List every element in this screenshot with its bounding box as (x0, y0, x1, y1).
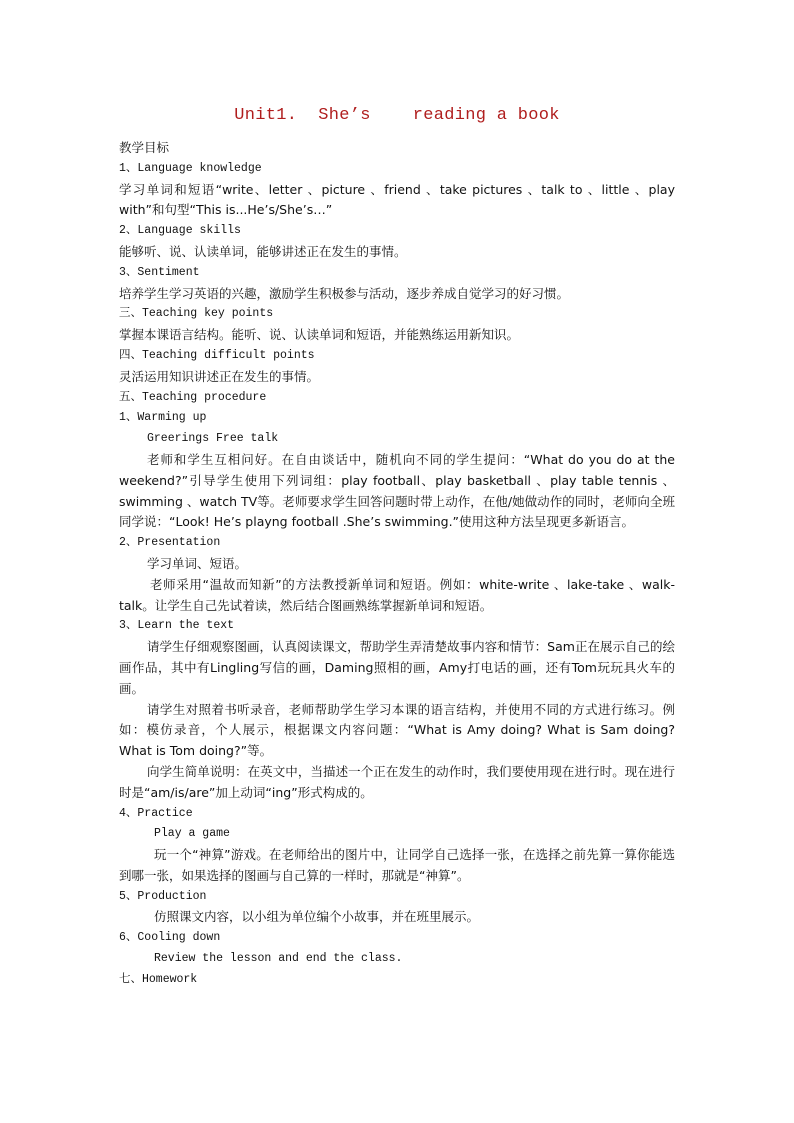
paragraph: 掌握本课语言结构。能听、说、认读单词和短语，并能熟练运用新知识。 (119, 327, 520, 343)
subsection-note: Greerings Free talk (147, 432, 279, 446)
subsection-heading: 3、Learn the text (119, 619, 235, 633)
section-heading: 3、Sentiment (119, 265, 200, 279)
objectives-heading: 教学目标 (119, 140, 170, 155)
paragraph: 玩一个“神算”游戏。在老师给出的图片中，让同学自己选择一张，在选择之前先算一算你能选到哪一张，如果选择的图画与自己算的一样时，那就是“神算”。 (119, 847, 675, 883)
section-heading: 四、Teaching difficult points (119, 348, 315, 362)
paragraph: 学习单词和短语“write、letter 、picture 、friend 、take pictures 、talk to 、little 、play with”和句型“This is...He’s/She’s…” (119, 181, 675, 218)
paragraph: 能够听、说、认读单词，能够讲述正在发生的事情。 (119, 243, 407, 259)
subsection-note: 学习单词、短语。 (147, 555, 248, 571)
paragraph: 老师采用“温故而知新”的方法教授新单词和短语。例如：white-write 、lake-take 、walk-talk。让学生自己先试着读，然后结合图画熟练掌握新单词和短语。 (119, 576, 675, 613)
section-heading: 1、Language knowledge (119, 161, 262, 175)
subsection-heading: 4、Practice (119, 806, 193, 820)
paragraph: 仿照课文内容，以小组为单位编个小故事，并在班里展示。 (154, 909, 480, 925)
paragraph: 培养学生学习英语的兴趣，激励学生积极参与活动，逐步养成自觉学习的好习惯。 (119, 285, 570, 301)
paragraph: Review the lesson and end the class. (154, 952, 403, 966)
section-heading: 五、Teaching procedure (119, 390, 267, 404)
paragraph: 向学生简单说明：在英文中，当描述一个正在发生的动作时，我们要使用现在进行时。现在进行时是“am/is/are”加上动词“ing”形式构成的。 (119, 763, 675, 800)
paragraph: 请学生对照着书听录音，老师帮助学生学习本课的语言结构，并使用不同的方式进行练习。例如：模仿录音，个人展示，根据课文内容问题：“What is Amy doing? What is Sam doing? What is Tom doing?”等。 (119, 701, 675, 759)
subsection-note: Play a game (154, 827, 230, 841)
document-body (119, 138, 675, 991)
subsection-heading: 2、Presentation (119, 536, 221, 550)
paragraph: 灵活运用知识讲述正在发生的事情。 (119, 368, 320, 384)
section-heading: 2、Language skills (119, 224, 241, 238)
paragraph: 请学生仔细观察图画，认真阅读课文，帮助学生弄清楚故事内容和情节：Sam正在展示自己的绘画作品，其中有Lingling写信的画，Daming照相的画，Amy打电话的画，还有Tom玩玩具火车的画。 (119, 639, 675, 696)
section-heading: 三、Teaching key points (119, 307, 274, 321)
subsection-heading: 5、Production (119, 889, 207, 903)
page-title: Unit1. She’s reading a book (234, 106, 560, 125)
section-heading: 七、Homework (119, 972, 198, 986)
subsection-heading: 6、Cooling down (119, 931, 221, 945)
subsection-heading: 1、Warming up (119, 411, 207, 425)
paragraph: 老师和学生互相问好。在自由谈话中，随机向不同的学生提问：“What do you do at the weekend?”引导学生使用下列词组：play football、play basketball 、play table tennis 、swimming 、watch TV等。老师要求学生回答问题时带上动作，在他/她做动作的同时，老师向全班同学说：“Look! He’s playng football .She’s swimming.”使用这种方法呈现更多新语言。 (119, 451, 675, 530)
